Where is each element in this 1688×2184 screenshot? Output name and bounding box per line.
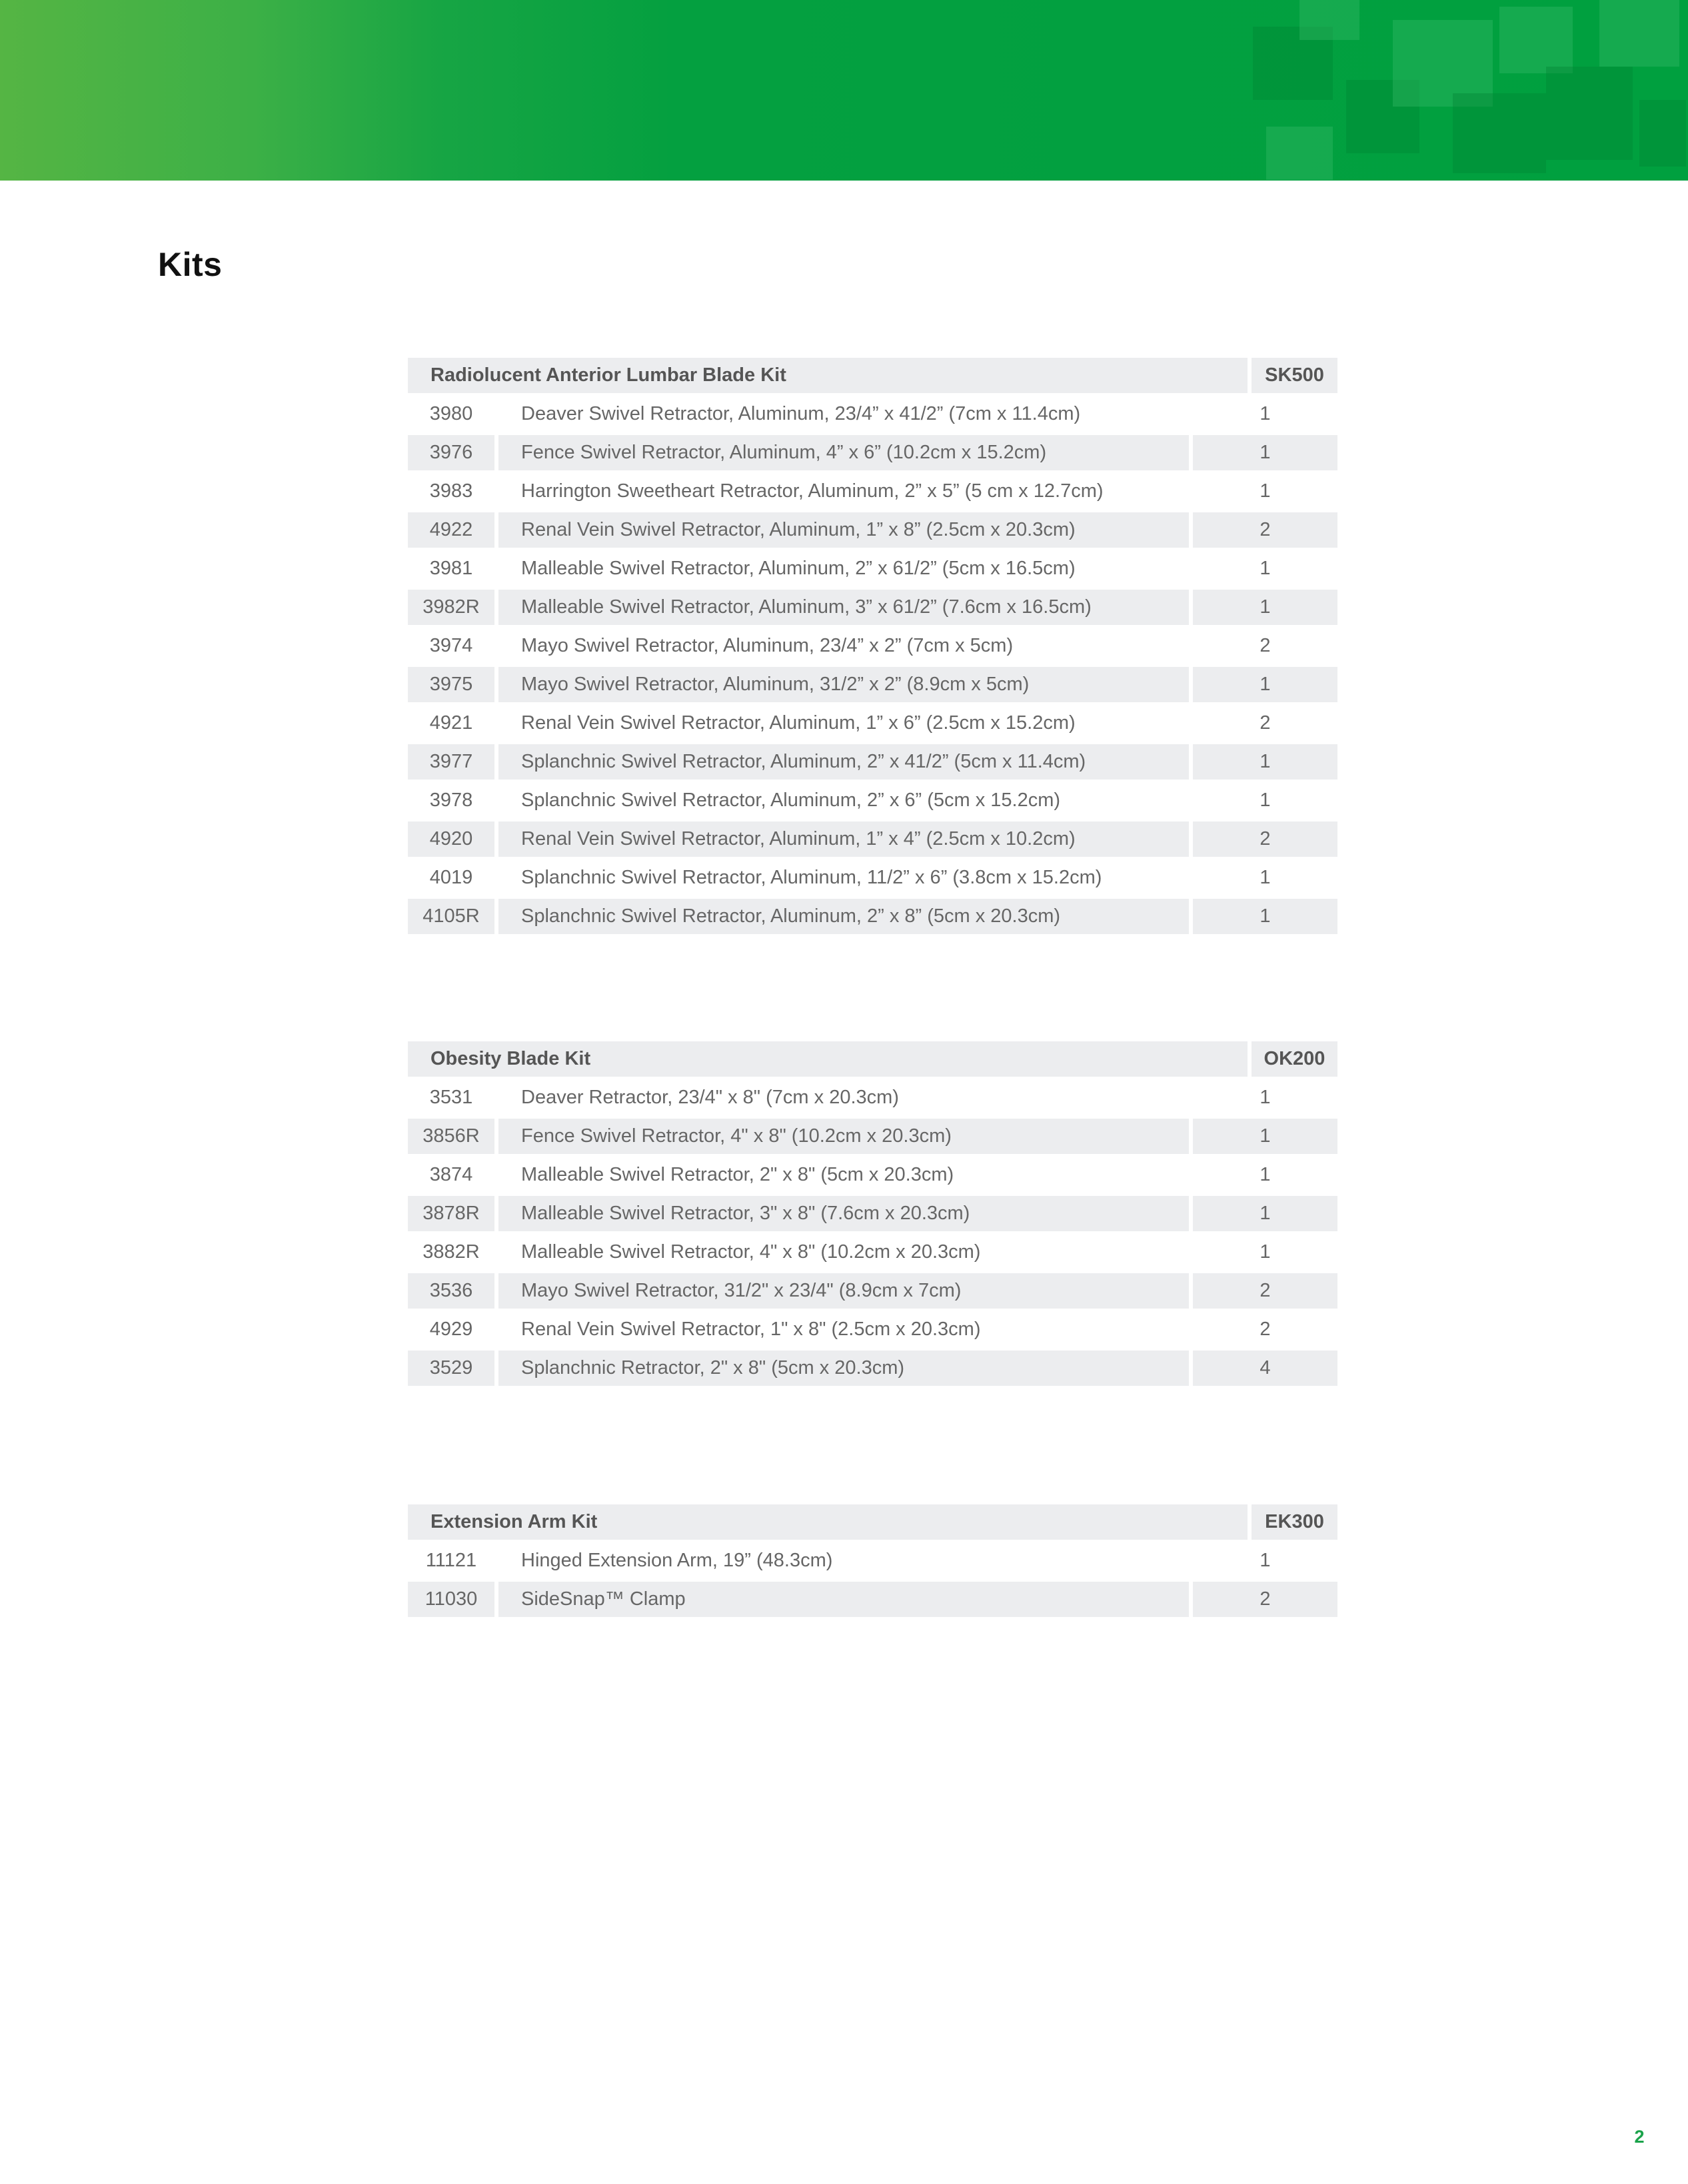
kit-name: Obesity Blade Kit (408, 1041, 1248, 1077)
kit-header-row (408, 1041, 1337, 1077)
item-description: Harrington Sweetheart Retractor, Aluminum, 2” x 5” (5 cm x 12.7cm) (521, 480, 1104, 502)
item-quantity: 1 (1260, 790, 1271, 811)
item-code: 4921 (429, 712, 473, 734)
table-row (408, 396, 1337, 432)
item-code: 3529 (408, 1351, 494, 1386)
table-row (408, 667, 1337, 702)
table-row (408, 1582, 1337, 1617)
item-quantity: 1 (1193, 667, 1337, 702)
item-quantity: 1 (1260, 403, 1271, 424)
kit-code: SK500 (1252, 358, 1337, 393)
table-row (408, 1080, 1337, 1115)
item-description: Deaver Swivel Retractor, Aluminum, 23/4” x 41/2” (7cm x 11.4cm) (521, 403, 1081, 424)
item-description: Fence Swivel Retractor, Aluminum, 4” x 6” (10.2cm x 15.2cm) (498, 435, 1189, 470)
item-code: 3531 (429, 1087, 473, 1108)
table-row (408, 474, 1337, 509)
item-quantity: 1 (1193, 744, 1337, 780)
item-code: 3975 (408, 667, 494, 702)
item-code: 3976 (408, 435, 494, 470)
table-row (408, 1312, 1337, 1347)
item-description: Malleable Swivel Retractor, Aluminum, 2” x 61/2” (5cm x 16.5cm) (521, 558, 1076, 579)
kit-table (408, 1041, 1337, 1389)
item-code: 4019 (429, 867, 473, 888)
table-row (408, 1273, 1337, 1309)
item-quantity: 2 (1193, 512, 1337, 548)
item-code: 3978 (429, 790, 473, 811)
item-quantity: 2 (1260, 712, 1271, 734)
table-row (408, 1235, 1337, 1270)
item-code: 3981 (429, 558, 473, 579)
kit-name: Radiolucent Anterior Lumbar Blade Kit (408, 358, 1248, 393)
table-row (408, 1351, 1337, 1386)
table-row (408, 783, 1337, 818)
table-row (408, 1119, 1337, 1154)
item-description: Deaver Retractor, 23/4" x 8" (7cm x 20.3cm) (521, 1087, 899, 1108)
item-code: 3878R (408, 1196, 494, 1231)
kit-code: EK300 (1252, 1504, 1337, 1540)
item-description: Renal Vein Swivel Retractor, Aluminum, 1” x 6” (2.5cm x 15.2cm) (521, 712, 1076, 734)
item-description: Splanchnic Swivel Retractor, Aluminum, 2” x 6” (5cm x 15.2cm) (521, 790, 1061, 811)
banner-pattern (1499, 7, 1573, 73)
kit-name: Extension Arm Kit (408, 1504, 1248, 1540)
item-description: Malleable Swivel Retractor, 3" x 8" (7.6cm x 20.3cm) (498, 1196, 1189, 1231)
banner-pattern (1599, 0, 1679, 67)
item-quantity: 1 (1193, 899, 1337, 934)
table-row (408, 706, 1337, 741)
item-code: 3882R (422, 1241, 480, 1263)
table-row (408, 551, 1337, 586)
banner-pattern (1546, 67, 1633, 160)
item-code: 3983 (429, 480, 473, 502)
table-row (408, 590, 1337, 625)
item-code: 4929 (429, 1319, 473, 1340)
item-quantity: 2 (1193, 1582, 1337, 1617)
item-description: Splanchnic Retractor, 2" x 8" (5cm x 20.3cm) (498, 1351, 1189, 1386)
kit-code: OK200 (1252, 1041, 1337, 1077)
item-description: Fence Swivel Retractor, 4" x 8" (10.2cm x 20.3cm) (498, 1119, 1189, 1154)
table-row (408, 1157, 1337, 1193)
item-code: 3536 (408, 1273, 494, 1309)
item-description: Malleable Swivel Retractor, 2" x 8" (5cm x 20.3cm) (521, 1164, 954, 1185)
table-row (408, 860, 1337, 895)
item-description: Mayo Swivel Retractor, 31/2" x 23/4" (8.9cm x 7cm) (498, 1273, 1189, 1309)
item-code: 3874 (429, 1164, 473, 1185)
item-quantity: 1 (1260, 1087, 1271, 1108)
item-quantity: 1 (1260, 480, 1271, 502)
item-code: 3974 (429, 635, 473, 656)
table-row (408, 628, 1337, 664)
table-row (408, 1196, 1337, 1231)
item-description: Malleable Swivel Retractor, 4" x 8" (10.2cm x 20.3cm) (521, 1241, 981, 1263)
item-description: Renal Vein Swivel Retractor, Aluminum, 1” x 8” (2.5cm x 20.3cm) (498, 512, 1189, 548)
item-description: Splanchnic Swivel Retractor, Aluminum, 11/2” x 6” (3.8cm x 15.2cm) (521, 867, 1102, 888)
table-row (408, 821, 1337, 857)
item-quantity: 4 (1193, 1351, 1337, 1386)
item-code: 11121 (425, 1550, 477, 1571)
item-code: 3980 (429, 403, 473, 424)
item-description: Mayo Swivel Retractor, Aluminum, 23/4” x 2” (7cm x 5cm) (521, 635, 1014, 656)
item-description: SideSnap™ Clamp (498, 1582, 1189, 1617)
page-title: Kits (158, 246, 223, 283)
item-description: Hinged Extension Arm, 19” (48.3cm) (521, 1550, 833, 1571)
kit-header-row (408, 358, 1337, 393)
item-code: 4920 (408, 821, 494, 857)
item-quantity: 1 (1260, 1241, 1271, 1263)
table-row (408, 435, 1337, 470)
item-code: 3856R (408, 1119, 494, 1154)
header-banner (0, 0, 1688, 181)
item-quantity: 1 (1260, 867, 1271, 888)
item-quantity: 1 (1193, 435, 1337, 470)
item-code: 11030 (408, 1582, 494, 1617)
item-quantity: 2 (1193, 821, 1337, 857)
item-quantity: 2 (1260, 1319, 1271, 1340)
item-quantity: 2 (1193, 1273, 1337, 1309)
banner-pattern (1453, 93, 1546, 173)
item-quantity: 1 (1193, 1119, 1337, 1154)
table-row (408, 1543, 1337, 1578)
item-description: Mayo Swivel Retractor, Aluminum, 31/2” x 2” (8.9cm x 5cm) (498, 667, 1189, 702)
page-number: 2 (1634, 2127, 1645, 2147)
item-quantity: 1 (1193, 1196, 1337, 1231)
item-quantity: 1 (1193, 590, 1337, 625)
kit-table (408, 1504, 1337, 1620)
item-description: Splanchnic Swivel Retractor, Aluminum, 2” x 8” (5cm x 20.3cm) (498, 899, 1189, 934)
item-code: 3982R (408, 590, 494, 625)
item-description: Renal Vein Swivel Retractor, 1" x 8" (2.5cm x 20.3cm) (521, 1319, 981, 1340)
table-row (408, 512, 1337, 548)
item-code: 3977 (408, 744, 494, 780)
banner-pattern (1299, 0, 1359, 40)
item-description: Malleable Swivel Retractor, Aluminum, 3” x 61/2” (7.6cm x 16.5cm) (498, 590, 1189, 625)
item-quantity: 1 (1260, 1164, 1271, 1185)
item-quantity: 2 (1260, 635, 1271, 656)
banner-pattern (1639, 100, 1686, 167)
table-row (408, 899, 1337, 934)
item-quantity: 1 (1260, 1550, 1271, 1571)
item-code: 4922 (408, 512, 494, 548)
kit-table (408, 358, 1337, 937)
item-description: Renal Vein Swivel Retractor, Aluminum, 1” x 4” (2.5cm x 10.2cm) (498, 821, 1189, 857)
item-code: 4105R (408, 899, 494, 934)
table-row (408, 744, 1337, 780)
item-description: Splanchnic Swivel Retractor, Aluminum, 2” x 41/2” (5cm x 11.4cm) (498, 744, 1189, 780)
banner-pattern (1266, 127, 1333, 180)
item-quantity: 1 (1260, 558, 1271, 579)
kit-header-row (408, 1504, 1337, 1540)
